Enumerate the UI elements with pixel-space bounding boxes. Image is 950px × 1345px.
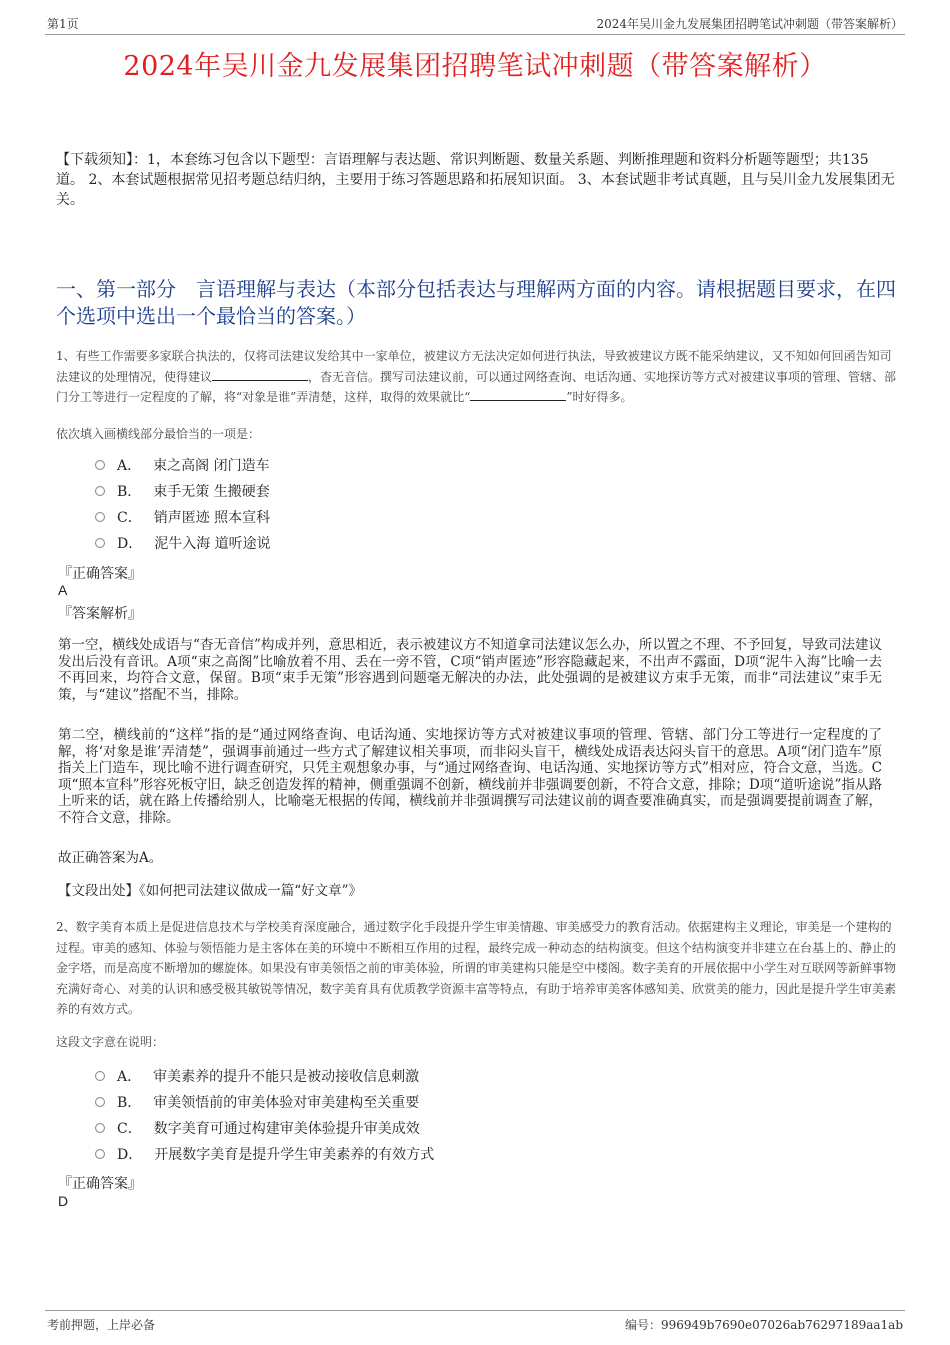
radio-icon[interactable] bbox=[95, 486, 105, 496]
download-notice: 【下载须知】：1，本套练习包含以下题型：言语理解与表达题、常识判断题、数量关系题、判断推理题和资料分析题等题型；共135道。 2、本套试题根据常见招考题总结归纳，主要用于练习答题思路和拓展知识面。 3、本套试题非考试真题，且与吴川金九发展集团无关。 bbox=[56, 152, 895, 208]
header-doc-title: 2024年吴川金九发展集团招聘笔试冲刺题（带答案解析） bbox=[596, 17, 903, 31]
answer-label: 『正确答案』 bbox=[58, 566, 142, 582]
analysis-conclusion: 故正确答案为A。 bbox=[58, 850, 163, 866]
fill-blank-1 bbox=[212, 368, 308, 381]
option-d[interactable]: D． 泥牛入海 道听途说 bbox=[95, 530, 271, 556]
question-2-options bbox=[95, 1063, 434, 1167]
option-c[interactable]: C． 数字美育可通过构建审美体验提升审美成效 bbox=[95, 1115, 434, 1141]
option-c[interactable]: C． 销声匿迹 照本宣科 bbox=[95, 504, 271, 530]
option-d[interactable]: D． 开展数字美育是提升学生审美素养的有效方式 bbox=[95, 1141, 434, 1167]
answer-label: 『正确答案』 bbox=[58, 1176, 142, 1192]
option-a[interactable]: A． 审美素养的提升不能只是被动接收信息刺激 bbox=[95, 1063, 434, 1089]
question-1-stem: 1、有些工作需要多家联合执法的，仅将司法建议发给其中一家单位，被建议方无法决定如何进行执法，导致被建议方既不能采纳建议，又不知如何回函告知司法建议的处理情况，使得建议 ，杳无音信。撰写司法建议前，可以通过网络查询、电话沟通、实地探访等方式对被建议事项的管理、管辖、部门分工等进行一定程度的了解，将“对象是谁”弄清楚，这样，取得的效果就比“ ”时好得多。 bbox=[56, 349, 897, 404]
question-1-prompt: 依次填入画横线部分最恰当的一项是： bbox=[56, 427, 261, 441]
radio-icon[interactable] bbox=[95, 460, 105, 470]
correct-answer: D bbox=[58, 1193, 69, 1209]
radio-icon[interactable] bbox=[95, 1071, 105, 1081]
question-1-options bbox=[95, 452, 271, 556]
radio-icon[interactable] bbox=[95, 512, 105, 522]
page-number: 第1页 bbox=[47, 17, 79, 31]
footer-serial: 编号：996949b7690e07026ab76297189aa1ab bbox=[625, 1318, 903, 1332]
radio-icon[interactable] bbox=[95, 538, 105, 548]
footer-slogan: 考前押题，上岸必备 bbox=[47, 1318, 156, 1332]
analysis-paragraph-1: 第一空，横线处成语与“杳无音信”构成并列，意思相近，表示被建议方不知道拿司法建议怎么办，所以置之不理、不予回复，导致司法建议发出后没有音讯。A项“束之高阁”比喻放着不用、丢在一旁不管，C项“销声匿迹”形容隐藏起来，不出声不露面，D项“泥牛入海”比喻一去不再回来，均符合文意，保留。B项“束手无策”形容遇到问题毫无解决的办法，此处强调的是被建议方束手无策，而非“司法建议”束手无策，与“建议”搭配不当，排除。 bbox=[58, 637, 882, 703]
correct-answer: A bbox=[58, 582, 68, 598]
option-b[interactable]: B． 审美领悟前的审美体验对审美建构至关重要 bbox=[95, 1089, 434, 1115]
question-2-stem: 2、数字美育本质上是促进信息技术与学校美育深度融合，通过数字化手段提升学生审美情趣、审美感受力的教育活动。依据建构主义理论，审美是一个建构的过程。审美的感知、体验与领悟能力是主客体在美的环境中不断相互作用的过程，最终完成一种动态的结构演变。但这个结构演变并非建立在台基上的、静止的金字塔，而是高度不断增加的螺旋体。如果没有审美领悟之前的审美体验，所谓的审美建构只能是空中楼阁。数字美育的开展依据中小学生对互联网等新鲜事物充满好奇心、对美的认识和感受极其敏锐等情况，数字美育具有优质教学资源丰富等特点，有助于培养审美客体感知美、欣赏美的能力，因此是提升学生审美素养的有效方式。 bbox=[56, 920, 897, 1016]
text-source: 【文段出处】《如何把司法建议做成一篇“好文章”》 bbox=[58, 883, 363, 899]
fill-blank-2 bbox=[470, 388, 566, 401]
question-2-prompt: 这段文字意在说明： bbox=[56, 1035, 165, 1049]
option-a[interactable]: A． 束之高阁 闭门造车 bbox=[95, 452, 271, 478]
radio-icon[interactable] bbox=[95, 1149, 105, 1159]
option-b[interactable]: B． 束手无策 生搬硬套 bbox=[95, 478, 271, 504]
document-title: 2024年吴川金九发展集团招聘笔试冲刺题（带答案解析） bbox=[123, 51, 827, 82]
page-header bbox=[45, 12, 905, 35]
page-footer bbox=[45, 1310, 905, 1333]
section-title: 一、第一部分 言语理解与表达（本部分包括表达与理解两方面的内容。请根据题目要求，在四个选项中选出一个最恰当的答案。） bbox=[56, 277, 896, 328]
analysis-paragraph-2: 第二空，横线前的“这样”指的是“通过网络查询、电话沟通、实地探访等方式对被建议事项的管理、管辖、部门分工等进行一定程度的了解，将‘对象是谁’弄清楚”，强调事前通过一些方式了解建议相关事项，而非闷头盲干，横线处成语表达闷头盲干的意思。A项“闭门造车”原指关上门造车，现比喻不进行调查研究，只凭主观想象办事，与“通过网络查询、电话沟通、实地探访等方式”相对应，符合文意，当选。C项“照本宣科”形容死板守旧，缺乏创造发挥的精神，侧重强调不创新，横线前并非强调要创新，不符合文意，排除；D项“道听途说”指从路上听来的话，就在路上传播给别人，比喻毫无根据的传闻，横线前并非强调撰写司法建议前的调查要准确真实，而是强调要提前调查了解，不符合文意，排除。 bbox=[58, 727, 882, 826]
radio-icon[interactable] bbox=[95, 1097, 105, 1107]
analysis-label: 『答案解析』 bbox=[58, 606, 142, 622]
radio-icon[interactable] bbox=[95, 1123, 105, 1133]
